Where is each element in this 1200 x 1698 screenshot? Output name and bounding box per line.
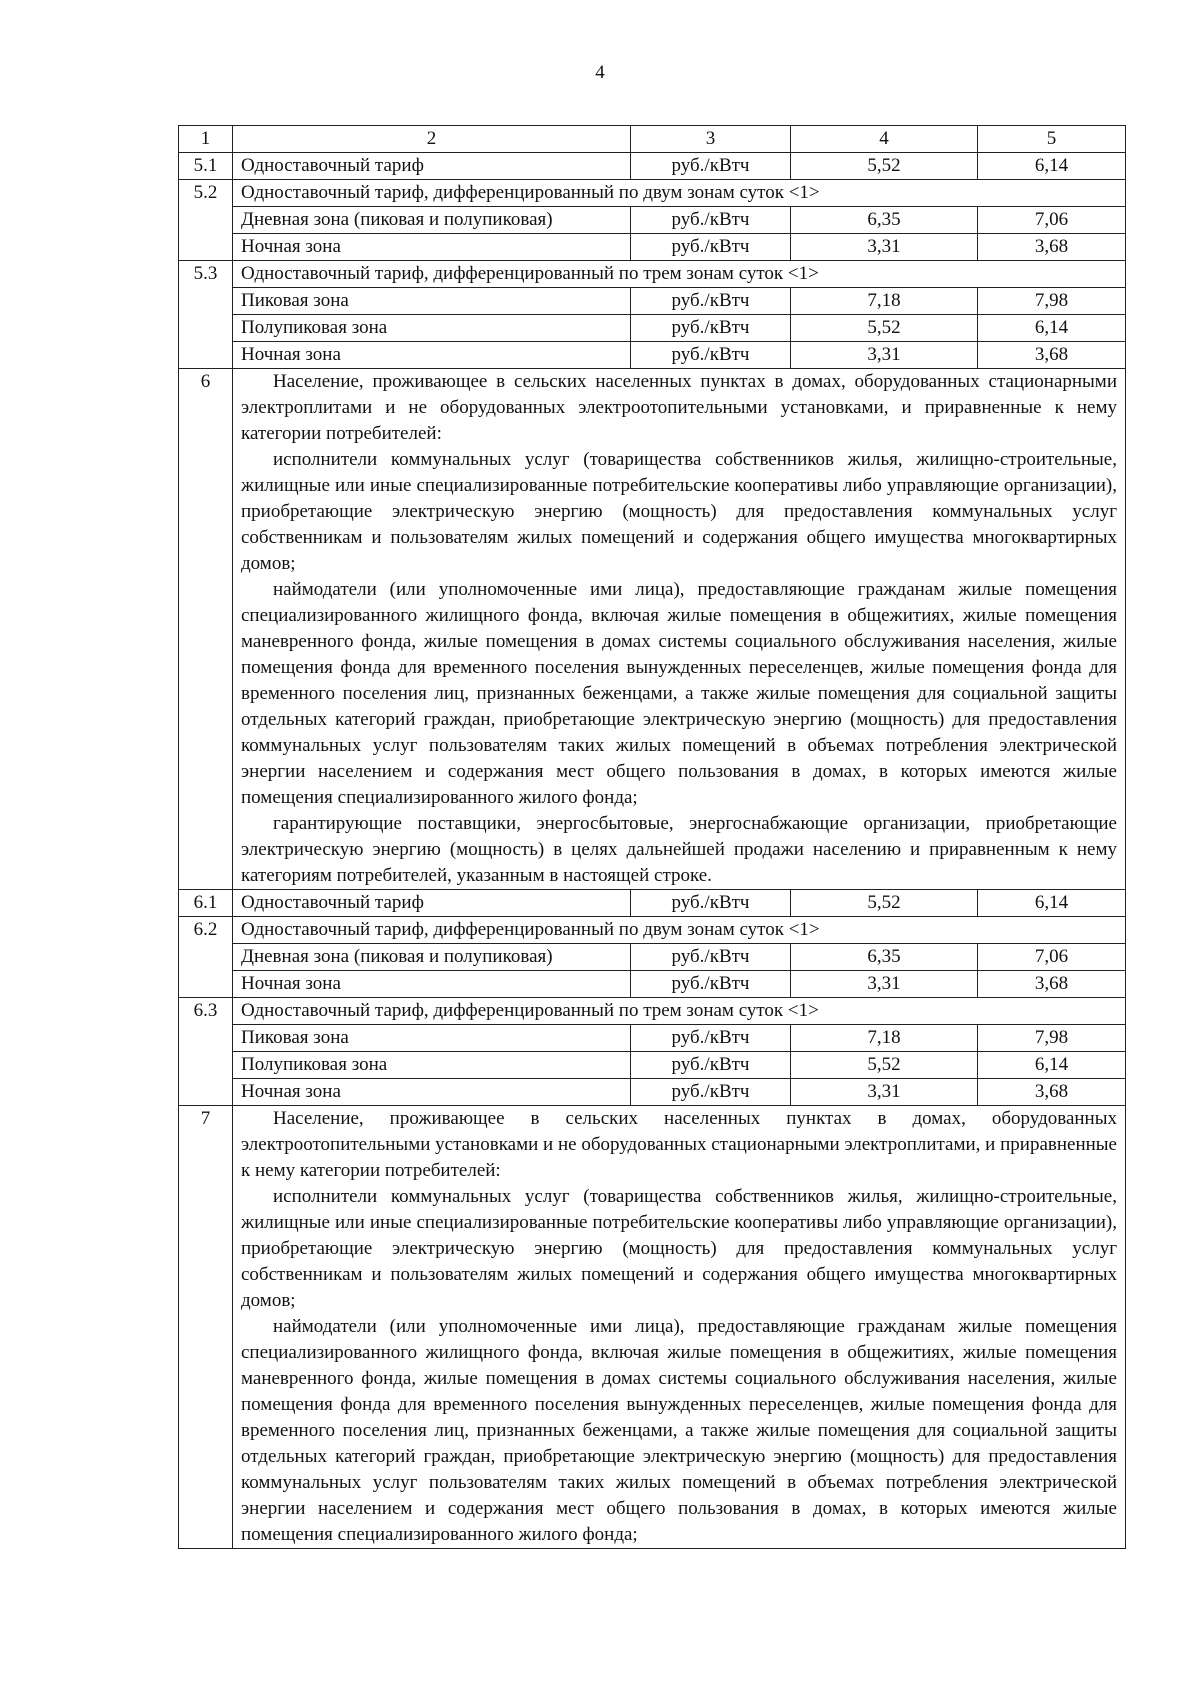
value-col5: 6,14 [978,890,1126,917]
value-col5: 3,68 [978,342,1126,369]
row-number: 6 [179,369,233,890]
value-col5: 7,06 [978,207,1126,234]
table-row [179,1052,1126,1079]
value-col4: 7,18 [791,288,978,315]
tariff-name: Ночная зона [233,234,631,261]
unit-cell: руб./кВтч [631,1052,791,1079]
value-col4: 5,52 [791,153,978,180]
row-number: 5.1 [179,153,233,180]
row-number: 6.2 [179,917,233,998]
tariff-name: Дневная зона (пиковая и полупиковая) [233,944,631,971]
unit-cell: руб./кВтч [631,153,791,180]
page-number: 4 [595,62,605,83]
category-description [233,1106,1126,1549]
row-number: 7 [179,1106,233,1549]
table-row [179,971,1126,998]
table-row [179,288,1126,315]
value-col4: 5,52 [791,315,978,342]
tariff-name: Пиковая зона [233,1025,631,1052]
value-col5: 6,14 [978,315,1126,342]
unit-cell: руб./кВтч [631,971,791,998]
tariff-name: Пиковая зона [233,288,631,315]
tariff-group-title: Одноставочный тариф, дифференцированный по двум зонам суток <1> [233,180,1126,207]
category-description [233,369,1126,890]
table-row [179,1079,1126,1106]
tariff-name: Ночная зона [233,1079,631,1106]
unit-cell: руб./кВтч [631,1079,791,1106]
tariff-group-title: Одноставочный тариф, дифференцированный по трем зонам суток <1> [233,998,1126,1025]
tariff-group-title: Одноставочный тариф, дифференцированный по трем зонам суток <1> [233,261,1126,288]
row-number: 6.3 [179,998,233,1106]
value-col5: 3,68 [978,234,1126,261]
tariff-name: Ночная зона [233,971,631,998]
tariff-table [178,125,1126,1549]
table-row [179,261,1126,288]
header-cell: 3 [631,126,791,153]
value-col5: 3,68 [978,1079,1126,1106]
table-row [179,890,1126,917]
tariff-name: Дневная зона (пиковая и полупиковая) [233,207,631,234]
value-col4: 5,52 [791,1052,978,1079]
value-col5: 7,98 [978,288,1126,315]
header-cell: 5 [978,126,1126,153]
tariff-group-title: Одноставочный тариф, дифференцированный по двум зонам суток <1> [233,917,1126,944]
value-col4: 5,52 [791,890,978,917]
table-row [179,917,1126,944]
table-row [179,944,1126,971]
unit-cell: руб./кВтч [631,234,791,261]
header-cell: 1 [179,126,233,153]
table-row [179,1106,1126,1549]
value-col5: 6,14 [978,153,1126,180]
description-paragraph: наймодатели (или уполномоченные ими лица), предоставляющие гражданам жилые помещения специализированного жилищного фонда, включая жилые помещения в общежитиях, жилые помещения маневренного фонда, жилые помещения в домах системы социального обслуживания населения, жилые помещения фонда для временного поселения вынужденных переселенцев, жилые помещения фонда для временного поселения лиц, признанных беженцами, а также жилые помещения для социальной защиты отдельных категорий граждан, приобретающие электрическую энергию (мощность) для предоставления коммунальных услуг пользователям таких жилых помещений в объемах потребления электрической энергии населением и содержания мест общего пользования в домах, в которых имеются жилые помещения специализированного жилого фонда; [241,1316,1117,1545]
description-paragraph: исполнители коммунальных услуг (товарищества собственников жилья, жилищно-строительные, жилищные или иные специализированные потребительские кооперативы либо управляющие организации), приобретающие электрическую энергию (мощность) для предоставления коммунальных услуг собственникам и пользователям жилых помещений и содержания общего имущества многоквартирных домов; [241,1186,1117,1311]
unit-cell: руб./кВтч [631,1025,791,1052]
unit-cell: руб./кВтч [631,890,791,917]
value-col4: 3,31 [791,971,978,998]
description-paragraph: исполнители коммунальных услуг (товарищества собственников жилья, жилищно-строительные, жилищные или иные специализированные потребительские кооперативы либо управляющие организации), приобретающие электрическую энергию (мощность) для предоставления коммунальных услуг собственникам и пользователям жилых помещений и содержания общего имущества многоквартирных домов; [241,449,1117,574]
table-row [179,207,1126,234]
unit-cell: руб./кВтч [631,288,791,315]
unit-cell: руб./кВтч [631,315,791,342]
table-row [179,234,1126,261]
unit-cell: руб./кВтч [631,342,791,369]
table-row [179,998,1126,1025]
header-cell: 4 [791,126,978,153]
table-row [179,315,1126,342]
value-col4: 6,35 [791,944,978,971]
value-col5: 7,06 [978,944,1126,971]
value-col5: 7,98 [978,1025,1126,1052]
row-number: 6.1 [179,890,233,917]
value-col4: 6,35 [791,207,978,234]
description-paragraph: наймодатели (или уполномоченные ими лица), предоставляющие гражданам жилые помещения специализированного жилищного фонда, включая жилые помещения в общежитиях, жилые помещения маневренного фонда, жилые помещения в домах системы социального обслуживания населения, жилые помещения фонда для временного поселения вынужденных переселенцев, жилые помещения фонда для временного поселения лиц, признанных беженцами, а также жилые помещения для социальной защиты отдельных категорий граждан, приобретающие электрическую энергию (мощность) для предоставления коммунальных услуг пользователям таких жилых помещений в объемах потребления электрической энергии населением и содержания мест общего пользования в домах, в которых имеются жилые помещения специализированного жилого фонда; [241,579,1117,808]
tariff-name: Полупиковая зона [233,1052,631,1079]
table-row [179,342,1126,369]
tariff-name: Одноставочный тариф [233,153,631,180]
value-col5: 6,14 [978,1052,1126,1079]
tariff-name: Одноставочный тариф [233,890,631,917]
table-row [179,369,1126,890]
unit-cell: руб./кВтч [631,207,791,234]
value-col4: 3,31 [791,1079,978,1106]
table-row [179,1025,1126,1052]
description-paragraph: Население, проживающее в сельских населенных пунктах в домах, оборудованных электроотопительными установками и не оборудованных стационарными электроплитами, и приравненные к нему категории потребителей: [241,1108,1117,1181]
description-paragraph: гарантирующие поставщики, энергосбытовые, энергоснабжающие организации, приобретающие электрическую энергию (мощность) в целях дальнейшей продажи населению и приравненным к нему категориям потребителей, указанным в настоящей строке. [241,813,1117,886]
header-cell: 2 [233,126,631,153]
tariff-name: Ночная зона [233,342,631,369]
table-row [179,180,1126,207]
value-col4: 3,31 [791,342,978,369]
description-paragraph: Население, проживающее в сельских населенных пунктах в домах, оборудованных стационарными электроплитами и не оборудованных электроотопительными установками, и приравненные к нему категории потребителей: [241,371,1117,444]
value-col4: 7,18 [791,1025,978,1052]
row-number: 5.3 [179,261,233,369]
unit-cell: руб./кВтч [631,944,791,971]
row-number: 5.2 [179,180,233,261]
table-header-row [179,126,1126,153]
value-col5: 3,68 [978,971,1126,998]
tariff-name: Полупиковая зона [233,315,631,342]
value-col4: 3,31 [791,234,978,261]
table-row [179,153,1126,180]
